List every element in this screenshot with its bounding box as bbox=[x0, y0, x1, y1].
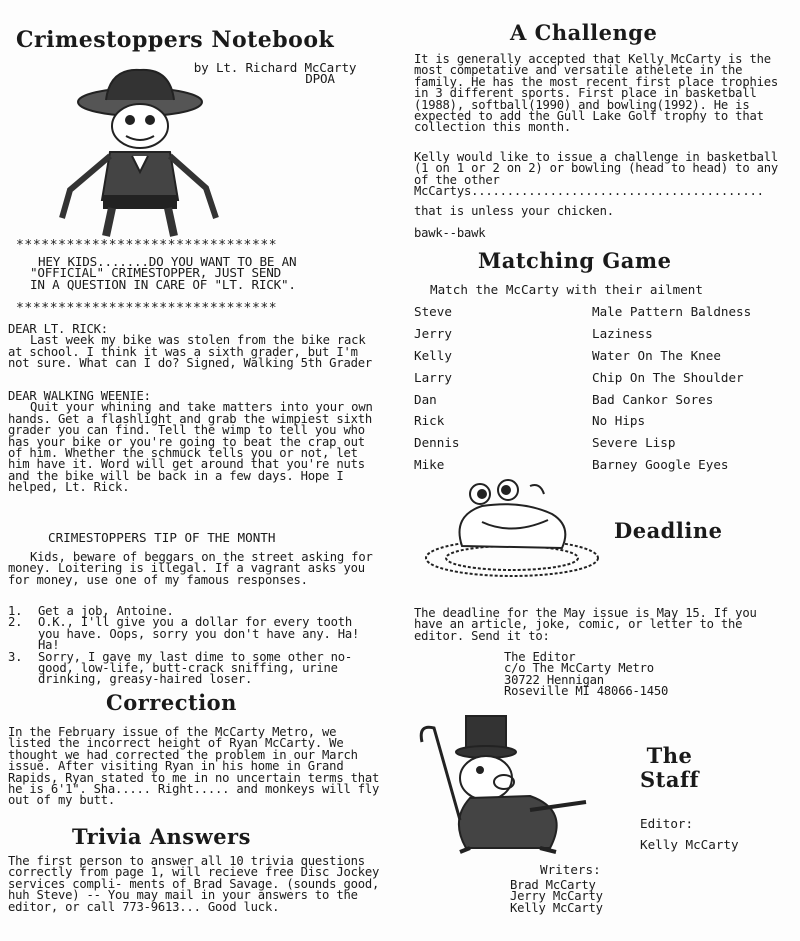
stars-divider-bottom: ******************************* bbox=[16, 301, 278, 316]
editor-name: Kelly McCarty bbox=[640, 837, 739, 852]
mailing-address bbox=[504, 652, 668, 698]
challenge-title: A Challenge bbox=[510, 20, 658, 45]
byline-org: DPOA bbox=[305, 71, 335, 86]
list-item: Bad Cankor Sores bbox=[592, 391, 714, 407]
hey-kids-line-1: HEY KIDS.......DO YOU WANT TO BE AN bbox=[38, 254, 297, 269]
matching-names bbox=[414, 304, 460, 479]
trivia-body: The first person to answer all 10 trivia questions correctly from page 1, will recieve free Disc Jockey services compli- ments of Brad Savage. (sounds good, huh Steve) -- You may mail in your answers to the editor, or call 773-9613... Good luck. bbox=[8, 854, 380, 914]
letter-body: Last week my bike was stolen from the bike rack at school. I think it was a sixth grader, but I'm not sure. What can I do? Signed, Walking 5th Grader bbox=[8, 333, 373, 371]
trivia-title: Trivia Answers bbox=[72, 824, 251, 849]
list-item: Laziness bbox=[592, 325, 653, 341]
challenge-paragraph-3: that is unless your chicken. bbox=[414, 204, 614, 218]
reply bbox=[8, 391, 378, 494]
list-item: No Hips bbox=[592, 413, 646, 429]
list-item: Jerry bbox=[414, 325, 452, 341]
staff-title bbox=[640, 744, 699, 792]
address-line: The Editor bbox=[504, 650, 576, 664]
reply-body: Quit your whining and take matters into your own hands. Get a flashlight and grab the wimpiest sixth grader you can find. Tell the wimp to tell you who has your bike or you're going to beat the crap out of him. Whether the schmuck tells you or not, let him have it. Word will get around that you're nuts and the bike will be back in a few days. Hope I helped, Lt. Rick. bbox=[8, 400, 373, 495]
list-item: Larry bbox=[414, 369, 452, 385]
hey-kids-line-3: IN A QUESTION IN CARE OF "LT. RICK". bbox=[30, 276, 296, 292]
hey-kids-line-2: "OFFICIAL" CRIMESTOPPER, JUST SEND bbox=[30, 265, 281, 281]
list-item: Dennis bbox=[414, 435, 460, 451]
list-item: Dan bbox=[414, 391, 437, 407]
address-line: Roseville MI 48066-1450 bbox=[504, 684, 669, 699]
matching-subtitle: Match the McCarty with their ailment bbox=[430, 282, 703, 297]
tip-responses-list bbox=[8, 606, 380, 686]
byline-author: by Lt. Richard McCarty bbox=[193, 60, 357, 75]
list-item: Water On The Knee bbox=[592, 347, 721, 363]
letter bbox=[8, 324, 378, 370]
writer-name: Brad McCarty bbox=[510, 878, 596, 892]
crimestoppers-title: Crimestoppers Notebook bbox=[16, 27, 335, 53]
list-item: Male Pattern Baldness bbox=[592, 304, 752, 319]
list-item: Severe Lisp bbox=[592, 435, 676, 451]
list-text: Sorry, I gave my last dime to some other no-good, low-life, butt-crack sniffing, urine drinking, greasy-haired loser. bbox=[38, 649, 353, 687]
tip-intro: Kids, beware of beggars on the street asking for money. Loitering is illegal. If a vagrant asks you for money, use one of my famous responses. bbox=[8, 550, 373, 587]
list-item: Barney Google Eyes bbox=[592, 457, 729, 473]
list-item: Mike bbox=[414, 457, 445, 473]
frog-cartoon-illustration bbox=[422, 476, 604, 580]
hey-kids-notice bbox=[30, 256, 296, 290]
correction-body: In the February issue of the McCarty Metro, we listed the incorrect height of Ryan McCarty. We thought we had corrected the problem in our March issue. After visiting Ryan in his home in Grand Rapids, Ryan stated to me in no uncertain terms that he is 6'1". Sha..... Right..... and monkeys will fly out of my butt. bbox=[8, 725, 380, 808]
challenge-paragraph-1: It is generally accepted that Kelly McCarty is the most competative and versatile athelete in the family. He has the most recent first place trophies in 3 different sports. First place in basketball (1988), softball(1990) and bowling(1992). He is expected to add the Gull Lake Golf trophy to that collection this month. bbox=[414, 52, 779, 135]
list-number: 1. bbox=[8, 604, 23, 618]
editor-label: Editor: bbox=[640, 816, 694, 831]
challenge-paragraph-2: Kelly would like to issue a challenge in basketball (1 on 1 or 2 on 2) or bowling (head to head) to any of the other McCartys......................................... bbox=[414, 150, 779, 199]
list-item bbox=[8, 649, 380, 687]
list-number: 3. bbox=[8, 649, 23, 664]
challenge-paragraph-4: bawk--bawk bbox=[414, 226, 486, 240]
list-item: Rick bbox=[414, 413, 445, 429]
list-item: Chip On The Shoulder bbox=[592, 369, 744, 385]
letter-salutation: DEAR LT. RICK: bbox=[8, 322, 108, 336]
address-line: 30722 Hennigan bbox=[504, 672, 604, 687]
writers-list bbox=[510, 880, 603, 914]
staff-title-line-1: The bbox=[646, 743, 693, 768]
list-item bbox=[8, 617, 380, 651]
list-number: 2. bbox=[8, 615, 23, 630]
tip-heading: CRIMESTOPPERS TIP OF THE MONTH bbox=[48, 530, 276, 545]
matching-ailments bbox=[592, 304, 751, 479]
list-text: Get a job, Antoine. bbox=[38, 604, 174, 618]
reply-salutation: DEAR WALKING WEENIE: bbox=[8, 389, 151, 403]
writer-name: Jerry McCarty bbox=[510, 889, 603, 904]
writers-label: Writers: bbox=[540, 862, 601, 877]
list-text: O.K., I'll give you a dollar for every tooth you have. Oops, sorry you don't have any. Ha! Ha! bbox=[38, 615, 360, 653]
deadline-body: The deadline for the May issue is May 15. If you have an article, joke, comic, or letter to the editor. Send it to: bbox=[414, 606, 757, 643]
deadline-title: Deadline bbox=[614, 518, 723, 543]
staff-title-line-2: Staff bbox=[640, 767, 700, 792]
sheriff-cartoon-illustration bbox=[40, 60, 230, 240]
address-line: c/o The McCarty Metro bbox=[504, 661, 654, 676]
stars-divider-top: ******************************* bbox=[16, 238, 278, 253]
list-item: Steve bbox=[414, 304, 452, 319]
pig-with-top-hat-illustration bbox=[410, 710, 610, 855]
writer-name: Kelly McCarty bbox=[510, 900, 603, 915]
list-item: Kelly bbox=[414, 347, 452, 363]
matching-title: Matching Game bbox=[478, 248, 672, 273]
correction-title: Correction bbox=[106, 690, 237, 715]
